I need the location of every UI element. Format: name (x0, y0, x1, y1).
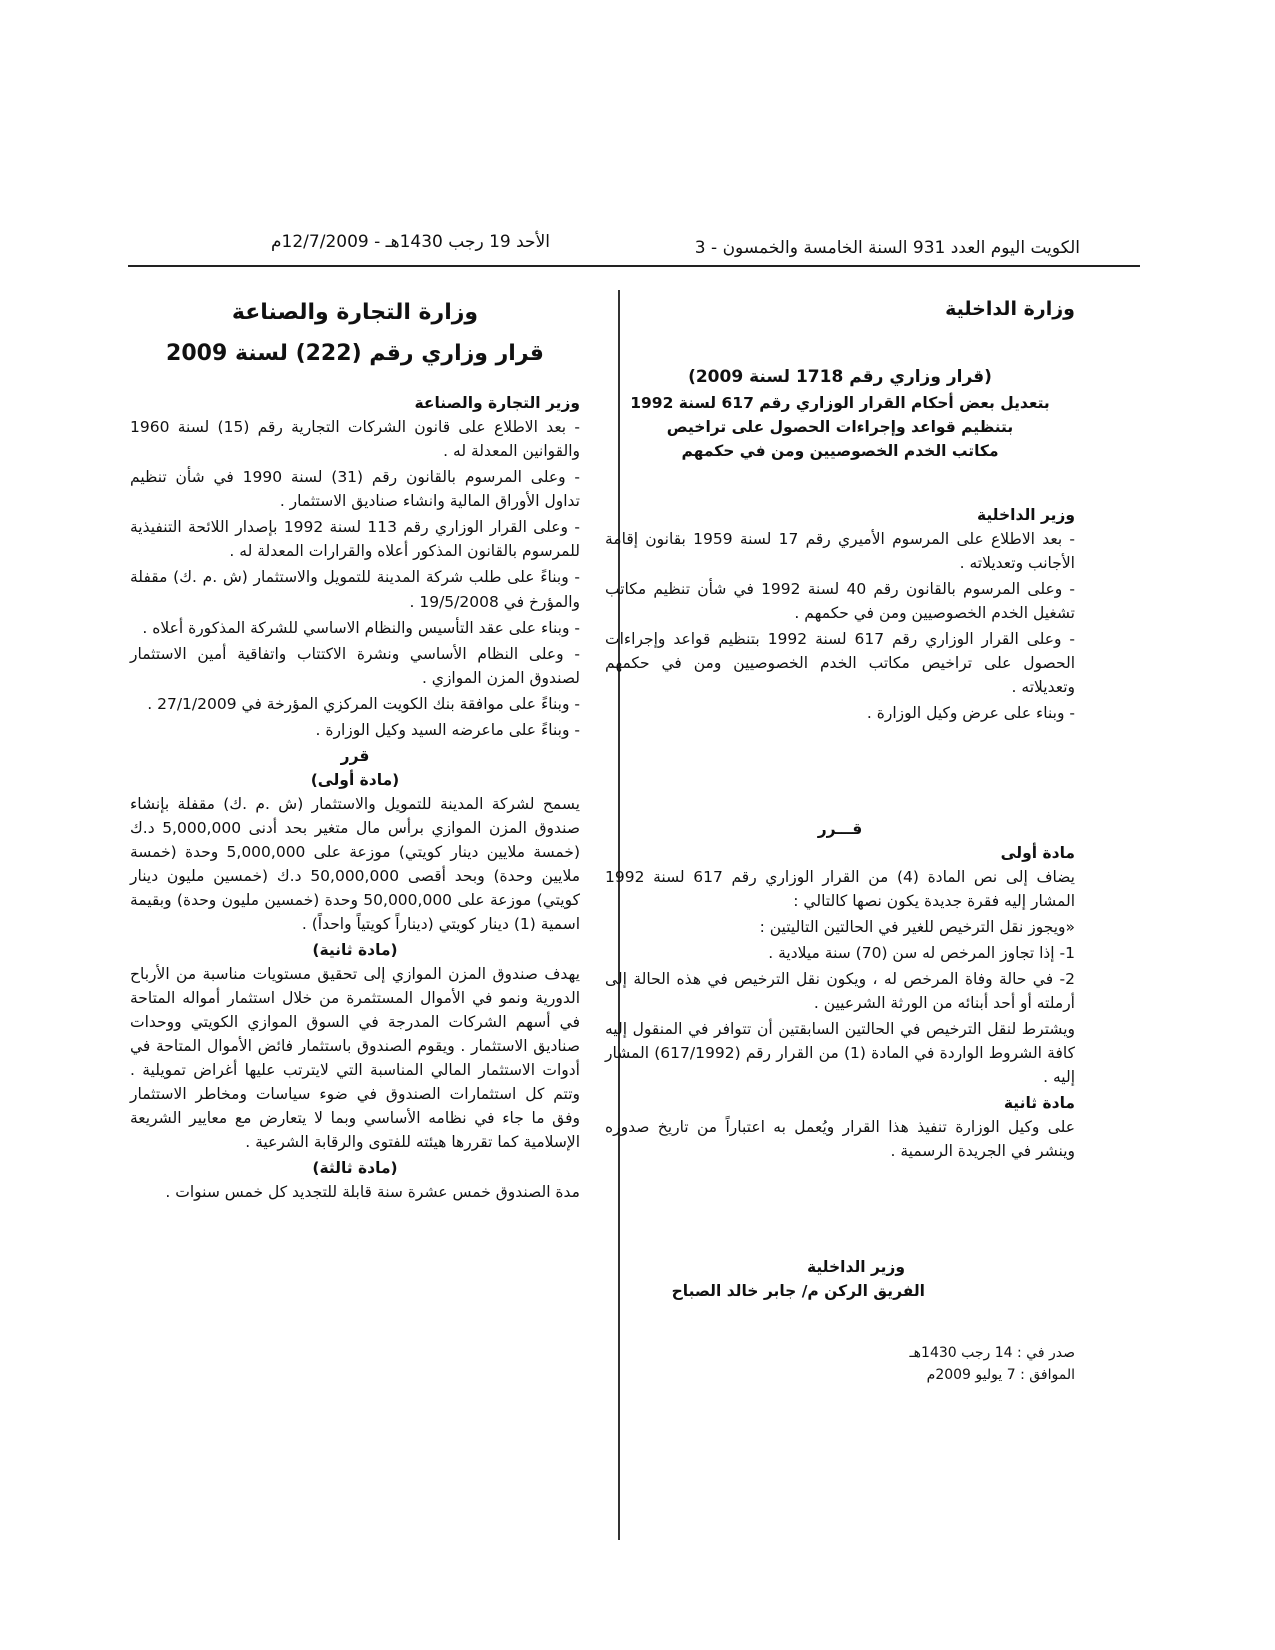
header-divider (128, 265, 1140, 267)
preamble-item: - وعلى القرار الوزاري رقم 617 لسنة 1992 بتنظيم قواعد وإجراءات الحصول على تراخيص مكاتب الخدم الخصوصيين ومن في حكمهم وتعديلاته . (605, 629, 1075, 696)
decree-title: قرار وزاري رقم (222) لسنة 2009 (166, 341, 544, 367)
article-heading: (مادة أولى) (310, 770, 400, 789)
article-text: مدة الصندوق خمس عشرة سنة قابلة للتجديد كل خمس سنوات . (165, 1182, 580, 1201)
preamble-item: - وعلى المرسوم بالقانون رقم (31) لسنة 1990 في شأن تنظيم تداول الأوراق المالية وانشاء صناديق الاستثمار . (130, 468, 580, 511)
preamble-item: - وعلى المرسوم بالقانون رقم 40 لسنة 1992 في شأن تنظيم مكاتب تشغيل الخدم الخصوصيين ومن في حكمهم . (605, 579, 1075, 622)
article-text: 1- إذا تجاوز المرخص له سن (70) سنة ميلادية . (768, 944, 1075, 963)
decree-subtitle: بتنظيم قواعد وإجراءات الحصول على تراخيص (666, 417, 1014, 436)
preamble-item: - وبناء على عرض وكيل الوزارة . (866, 703, 1075, 722)
preamble-item: - بعد الاطلاع على قانون الشركات التجارية رقم (15) لسنة 1960 والقوانين المعدلة له . (130, 418, 580, 461)
preamble-item: - وعلى النظام الأساسي ونشرة الاكتتاب واتفاقية أمين الاستثمار لصندوق المزن الموازي . (130, 644, 580, 687)
preamble-item: - وبناءً على طلب شركة المدينة للتمويل والاستثمار (ش .م .ك) مقفلة والمؤرخ في 19/5/2008 . (130, 568, 580, 611)
article-heading: مادة ثانية (1003, 1094, 1075, 1113)
article-text: يهدف صندوق المزن الموازي إلى تحقيق مستويات مناسبة من الأرباح الدورية ونمو في الأموال المستثمرة من خلال استثمار أمواله المتاحة في أسهم الشركات المدرجة في السوق الموازي الكويتي ووحدات صناديق الاستثمار . ويقوم الصندوق باستثمار فائض الأموال المتاحة في أدوات الاستثمار المالي المناسبة التي لايترتب عليها أغراض تمويلية . وتتم كل استثمارات الصندوق في ضوء سياسات ومخاطر الاستثمار وفق ما جاء في نظامه الأساسي وبما لا يتعارض مع معايير الشريعة الإسلامية كما تقررها هيئته للفتوى والرقابة الشرعية . (130, 964, 580, 1151)
article-text: 2- في حالة وفاة المرخص له ، ويكون نقل الترخيص في هذه الحالة إلى أرملته أو أحد أبنائه من الورثة الشرعيين . (605, 970, 1075, 1013)
decree-subtitle: مكاتب الخدم الخصوصيين ومن في حكمهم (681, 441, 999, 460)
signature-name: الفريق الركن م/ جابر خالد الصباح (671, 1282, 925, 1301)
preamble-item: - وبناءً على موافقة بنك الكويت المركزي المؤرخة في 27/1/2009 . (147, 694, 580, 713)
header-date: الأحد 19 رجب 1430هـ - 12/7/2009م (271, 232, 550, 252)
signature-title: وزير الداخلية (806, 1258, 905, 1277)
ministry-heading: وزارة التجارة والصناعة (231, 300, 479, 325)
article-text: يضاف إلى نص المادة (4) من القرار الوزاري رقم 617 لسنة 1992 المشار إليه فقرة جديدة يكون نصها كالتالي : (605, 868, 1075, 911)
decided-heading: قرر (340, 746, 370, 765)
preamble-item: - وبناءً على ماعرضه السيد وكيل الوزارة . (315, 720, 580, 739)
header-issue-info: الكويت اليوم العدد 931 السنة الخامسة والخمسون - 3 (694, 238, 1080, 258)
minister-heading: وزير التجارة والصناعة (414, 394, 580, 413)
article-heading: (مادة ثانية) (312, 940, 398, 959)
decree-subtitle: بتعديل بعض أحكام القرار الوزاري رقم 617 لسنة 1992 (630, 393, 1050, 412)
commerce-ministry-column (130, 295, 580, 1206)
decided-heading: قـــرر (817, 819, 863, 838)
article-text: على وكيل الوزارة تنفيذ هذا القرار ويُعمل به اعتباراً من تاريخ صدوره وينشر في الجريدة الرسمية . (605, 1118, 1075, 1161)
ministry-heading: وزارة الداخلية (945, 298, 1075, 320)
interior-ministry-column (605, 295, 1075, 1387)
decree-title: (قرار وزاري رقم 1718 لسنة 2009) (688, 367, 992, 388)
article-text: «ويجوز نقل الترخيص للغير في الحالتين التاليتين : (759, 918, 1075, 937)
issued-date: صدر في : 14 رجب 1430هـ (909, 1345, 1075, 1362)
article-heading: مادة أولى (1000, 843, 1075, 862)
article-text: ويشترط لنقل الترخيص في الحالتين السابقتين أن تتوافر في المنقول إليه كافة الشروط الواردة في المادة (1) من القرار رقم (617/1992) المشار إليه . (605, 1020, 1076, 1087)
issued-date: الموافق : 7 يوليو 2009م (926, 1366, 1075, 1383)
preamble-item: - بعد الاطلاع على المرسوم الأميري رقم 17 لسنة 1959 بقانون إقامة الأجانب وتعديلاته . (605, 529, 1075, 572)
minister-heading: وزير الداخلية (976, 505, 1075, 524)
preamble-item: - وبناء على عقد التأسيس والنظام الاساسي للشركة المذكورة أعلاه . (142, 618, 580, 637)
preamble-item: - وعلى القرار الوزاري رقم 113 لسنة 1992 بإصدار اللائحة التنفيذية للمرسوم بالقانون المذكور أعلاه والقرارات المعدلة له . (130, 518, 580, 561)
article-heading: (مادة ثالثة) (312, 1158, 398, 1177)
article-text: يسمح لشركة المدينة للتمويل والاستثمار (ش .م .ك) مقفلة بإنشاء صندوق المزن الموازي برأس مال متغير بحد أدنى 5,000,000 د.ك (خمسة ملايين دينار كويتي) موزعة على 5,000,000 وحدة (خمسة ملايين وحدة) وبحد أقصى 50,000,000 د.ك (خمسين مليون دينار كويتي) موزعة على 50,000,000 وحدة (خمسين مليون وحدة) وبقيمة اسمية (1) دينار كويتي (ديناراً كويتياً واحداً) . (130, 794, 581, 933)
